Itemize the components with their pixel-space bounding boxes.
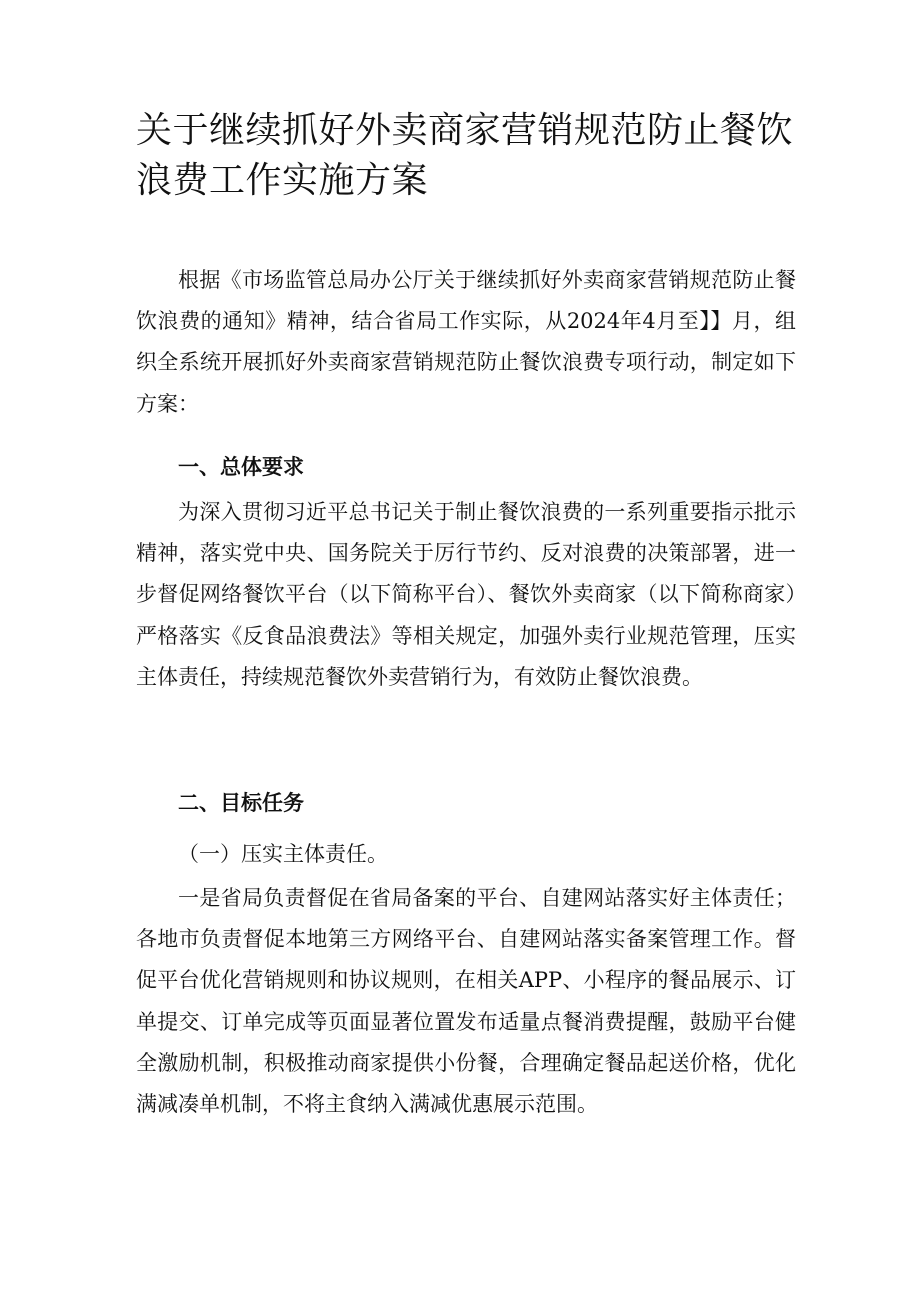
section2-paragraph: 一是省局负责督促在省局备案的平台、自建网站落实好主体责任；各地市负责督促本地第三方网络平台、自建网站落实备案管理工作。督促平台优化营销规则和协议规则，在相关APP、小程序的餐品展示、订单提交、订单完成等页面显著位置发布适量点餐消费提醒，鼓励平台健全激励机制，积极推动商家提供小份餐，合理确定餐品起送价格，优化满减凑单机制，不将主食纳入满减优惠展示范围。 <box>136 886 796 1117</box>
intro-paragraph: 根据《市场监管总局办公厅关于继续抓好外卖商家营销规范防止餐饮浪费的通知》精神，结合省局工作实际，从2024年4月至】】月，组织全系统开展抓好外卖商家营销规范防止餐饮浪费专项行动，制定如下方案： <box>136 268 796 416</box>
document-title: 关于继续抓好外卖商家营销规范防止餐饮浪费工作实施方案 <box>136 110 794 201</box>
section2-subheading-1: （一）压实主体责任。 <box>178 842 388 866</box>
section1-heading: 一、总体要求 <box>178 455 304 479</box>
section2-heading: 二、目标任务 <box>178 791 304 815</box>
section1-paragraph: 为深入贯彻习近平总书记关于制止餐饮浪费的一系列重要指示批示精神，落实党中央、国务院关于厉行节约、反对浪费的决策部署，进一步督促网络餐饮平台（以下简称平台）、餐饮外卖商家（以下简称商家）严格落实《反食品浪费法》等相关规定，加强外卖行业规范管理，压实主体责任，持续规范餐饮外卖营销行为，有效防止餐饮浪费。 <box>136 500 796 689</box>
